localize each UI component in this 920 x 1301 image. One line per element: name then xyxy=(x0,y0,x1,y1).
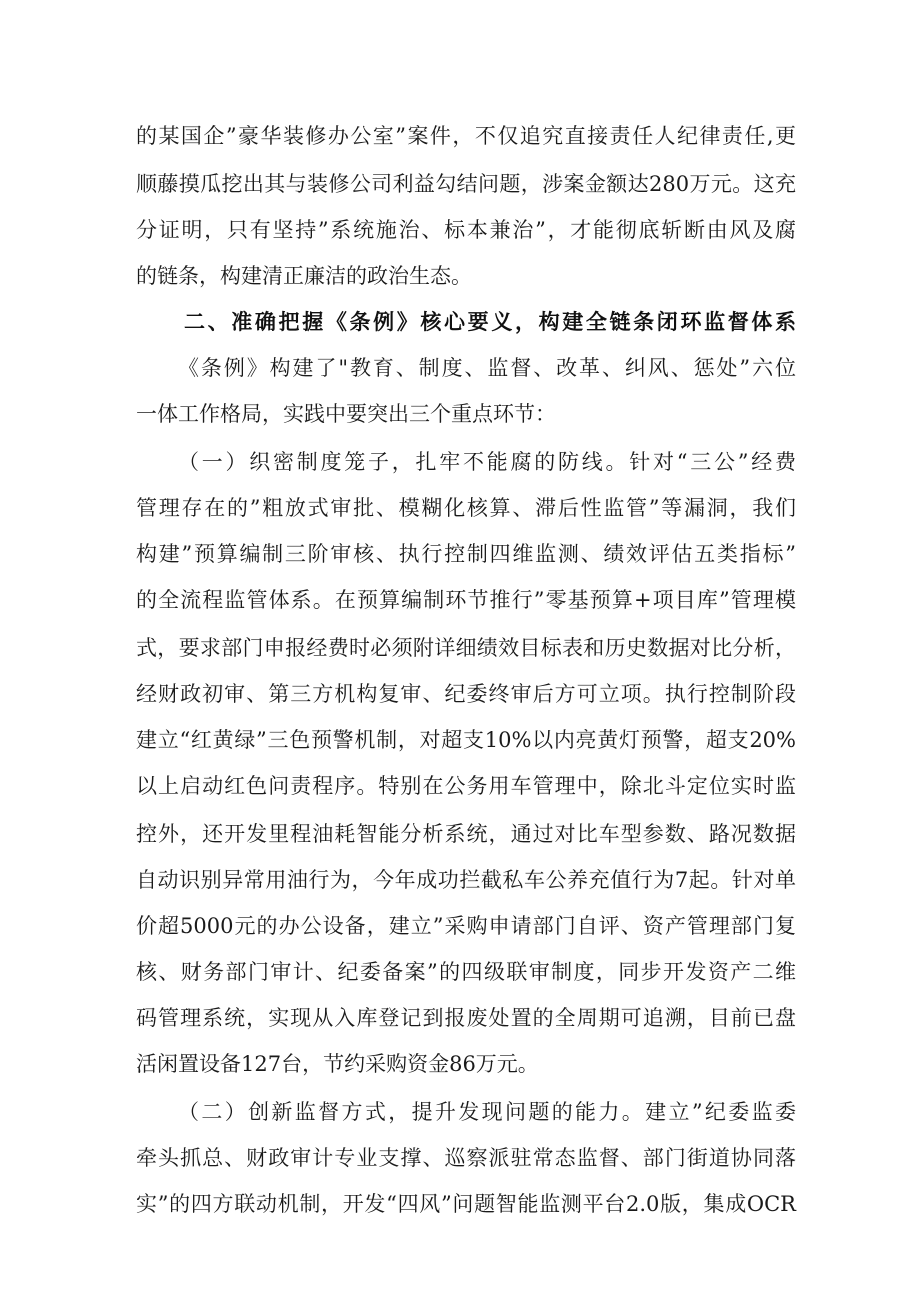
paragraph-line: 《条例》构建了"教育、制度、监督、改革、纠风、惩处”六位 xyxy=(178,356,796,380)
section-heading: 二、准确把握《条例》核心要义，构建全链条闭环监督体系 xyxy=(184,310,796,334)
paragraph-line: 建立“红黄绿”三色预警机制，对超支10%以内亮黄灯预警，超支20% xyxy=(136,728,796,752)
paragraph-line: （一）织密制度笼子，扎牢不能腐的防线。针对“三公”经费 xyxy=(178,450,796,474)
paragraph-line: 管理存在的”粗放式审批、模糊化核算、滞后性监管”等漏洞，我们 xyxy=(136,496,796,520)
paragraph-line: 活闲置设备127台，节约采购资金86万元。 xyxy=(136,1052,539,1076)
paragraph-line: 的全流程监管体系。在预算编制环节推行”零基预算+项目库”管理模 xyxy=(136,588,796,612)
paragraph-line: 价超5000元的办公设备，建立”采购申请部门自评、资产管理部门复 xyxy=(136,914,796,938)
paragraph-line: （二）创新监督方式，提升发现问题的能力。建立”纪委监委 xyxy=(178,1100,796,1124)
paragraph-line: 牵头抓总、财政审计专业支撑、巡察派驻常态监督、部门街道协同落 xyxy=(136,1146,796,1170)
paragraph-line: 经财政初审、第三方机构复审、纪委终审后方可立项。执行控制阶段 xyxy=(136,682,796,706)
paragraph-line: 核、财务部门审计、纪委备案”的四级联审制度，同步开发资产二维 xyxy=(136,960,796,984)
paragraph-line: 以上启动红色问责程序。特别在公务用车管理中，除北斗定位实时监 xyxy=(136,774,796,798)
paragraph-line: 式，要求部门申报经费时必须附详细绩效目标表和历史数据对比分析， xyxy=(136,636,796,660)
paragraph-line: 分证明，只有坚持”系统施治、标本兼治”，才能彻底斩断由风及腐 xyxy=(136,218,796,242)
paragraph-line: 实”的四方联动机制，开发“四风”问题智能监测平台2.0版，集成OCR xyxy=(136,1192,796,1216)
paragraph-line: 一体工作格局，实践中要突出三个重点环节： xyxy=(136,402,556,426)
paragraph-line: 码管理系统，实现从入库登记到报废处置的全周期可追溯，目前已盘 xyxy=(136,1006,796,1030)
paragraph-line: 的链条，构建清正廉洁的政治生态。 xyxy=(136,264,472,288)
paragraph-line: 顺藤摸瓜挖出其与装修公司利益勾结问题，涉案金额达280万元。这充 xyxy=(136,172,796,196)
paragraph-line: 自动识别异常用油行为，今年成功拦截私车公养充值行为7起。针对单 xyxy=(136,868,796,892)
paragraph-line: 控外，还开发里程油耗智能分析系统，通过对比车型参数、路况数据 xyxy=(136,822,796,846)
paragraph-line: 的某国企”豪华装修办公室”案件，不仅追究直接责任人纪律责任,更 xyxy=(136,124,796,148)
paragraph-line: 构建”预算编制三阶审核、执行控制四维监测、绩效评估五类指标” xyxy=(136,542,796,566)
